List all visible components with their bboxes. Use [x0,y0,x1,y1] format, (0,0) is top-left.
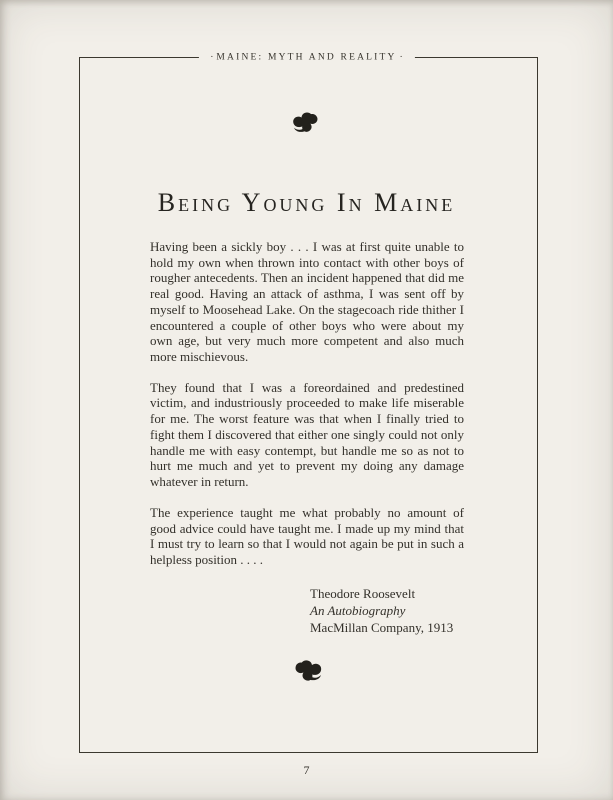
hedera-leaf-ornament-bottom-icon [287,658,325,687]
chapter-title: Being Young In Maine [157,188,456,217]
attribution-author: Theodore Roosevelt [310,585,416,601]
running-head [198,52,414,63]
attribution-work-title: An Autobiography [310,602,406,618]
hedera-leaf-ornament-top-icon [290,112,324,136]
page-number: 7 [303,763,310,777]
attribution-block [150,585,464,636]
body-paragraph-1: Having been a sickly boy . . . I was at first quite unable to hold my own when thrown into contact with other boys of rougher antecedents. Then an incident happened that did me real good. Having an attack of asthma, I was sent off by myself to Moosehead Lake. On the stagecoach ride thither I encountered a couple of other boys who were about my own age, but very much more competent and also much more mischievous. [150,239,464,365]
body-paragraph-2: They found that I was a foreordained and predestined victim, and industriously proceeded to make life miserable for me. The worst feature was that when I finally tried to fight them I discovered that either one singly could not only handle me with easy contempt, but handle me so as not to hurt me much and yet to prevent my doing any damage whatever in return. [150,379,464,490]
body-paragraph-3: The experience taught me what probably no amount of good advice could have taught me. I made up my mind that I must try to learn so that I would not again be put in such a helpless position . . . . [150,504,464,567]
attribution-publisher: MacMillan Company, 1913 [310,619,454,635]
running-head-dot-right: · [399,51,403,62]
running-head-dot-left: · [210,51,214,62]
running-head-text: MAINE: MYTH AND REALITY [216,52,397,63]
body-text-block [150,239,464,636]
